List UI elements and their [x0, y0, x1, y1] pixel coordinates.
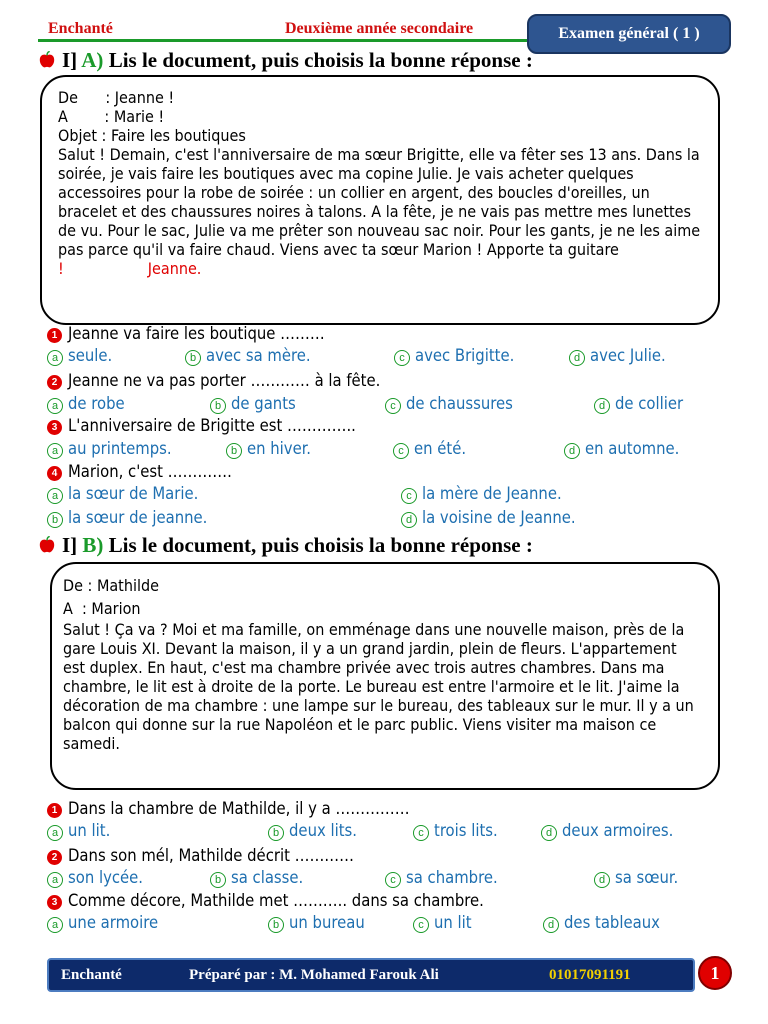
option-text: en hiver. [247, 439, 312, 458]
letter-a-text: Salut ! Demain, c'est l'anniversaire de ma sœur Brigitte, elle va fêter ses 13 ans. Dans la soirée, je vais faire les boutiques avec ma copine Julie. Je vais acheter quelques accessoires pour la robe de soirée : un collier en argent, des boucles d'oreilles, un bracelet et des chaussures noires à talons. A la fête, je ne vais pas mettre mes lunettes de vu. Pour le sac, Julie va me prêter son nouveau sac noir. Pour les gants, je ne les aime pas parce qu'il va faire chaud. Viens avec ta sœur Marion ! Apporte ta guitare [58, 145, 701, 259]
letter-b-content [63, 574, 703, 753]
apple-icon [38, 536, 56, 554]
header-brand: Enchanté [48, 20, 113, 37]
option-marker: d [543, 917, 559, 933]
option-marker: c [385, 398, 401, 414]
option-b3-c[interactable] [413, 913, 472, 933]
option-marker: a [47, 398, 63, 414]
option-text: la sœur de jeanne. [68, 508, 208, 527]
option-a1-b[interactable] [185, 346, 311, 366]
number-badge: 1 [47, 328, 62, 343]
option-marker: a [47, 350, 63, 366]
option-a2-c[interactable] [385, 394, 513, 414]
section-a-prefix: I] [62, 48, 78, 72]
option-marker: a [47, 872, 63, 888]
question-text: Dans son mél, Mathilde décrit ………… [68, 846, 355, 865]
question-text: Jeanne va faire les boutique ……… [68, 324, 325, 343]
option-text: son lycée. [68, 868, 143, 887]
question-a4 [47, 462, 232, 481]
option-b2-d[interactable] [594, 868, 678, 888]
option-a3-a[interactable] [47, 439, 172, 459]
option-marker: c [413, 825, 429, 841]
option-text: avec sa mère. [206, 346, 311, 365]
question-text: Dans la chambre de Mathilde, il y a …………… [68, 799, 410, 818]
option-text: de chaussures [406, 394, 513, 413]
option-marker: b [47, 512, 63, 528]
option-marker: b [210, 872, 226, 888]
option-a2-d[interactable] [594, 394, 683, 414]
option-b1-d[interactable] [541, 821, 673, 841]
option-a2-a[interactable] [47, 394, 125, 414]
number-badge: 2 [47, 375, 62, 390]
option-b2-a[interactable] [47, 868, 143, 888]
letter-a-subject: Objet : Faire les boutiques [58, 126, 246, 145]
question-a2 [47, 371, 380, 390]
question-b1 [47, 799, 410, 818]
option-text: avec Julie. [590, 346, 666, 365]
section-b-instruction: Lis le document, puis choisis la bonne réponse : [108, 533, 533, 557]
option-marker: b [268, 825, 284, 841]
option-marker: d [564, 443, 580, 459]
option-text: un lit. [68, 821, 111, 840]
option-a4-d[interactable] [401, 508, 576, 528]
question-b3 [47, 891, 484, 910]
option-text: un lit [434, 913, 472, 932]
question-text: L'anniversaire de Brigitte est ………….. [68, 416, 356, 435]
letter-b-to: A : Marion [63, 599, 141, 618]
number-badge: 3 [47, 895, 62, 910]
option-marker: a [47, 825, 63, 841]
option-marker: b [226, 443, 242, 459]
option-marker: d [594, 398, 610, 414]
section-b-prefix: I] [62, 533, 78, 557]
letter-b-from: De : Mathilde [63, 576, 159, 595]
option-marker: a [47, 917, 63, 933]
option-marker: d [569, 350, 585, 366]
option-text: deux lits. [289, 821, 357, 840]
option-marker: d [594, 872, 610, 888]
footer-bar [47, 958, 695, 992]
option-a1-a[interactable] [47, 346, 112, 366]
option-text: des tableaux [564, 913, 660, 932]
option-text: sa chambre. [406, 868, 498, 887]
option-text: en automne. [585, 439, 680, 458]
option-marker: c [413, 917, 429, 933]
page-number-badge: 1 [698, 956, 732, 990]
option-text: au printemps. [68, 439, 172, 458]
option-a3-d[interactable] [564, 439, 679, 459]
footer-author: Préparé par : M. Mohamed Farouk Ali [189, 967, 439, 983]
option-text: deux armoires. [562, 821, 674, 840]
option-a4-c[interactable] [401, 484, 562, 504]
option-marker: a [47, 488, 63, 504]
option-marker: d [541, 825, 557, 841]
number-badge: 1 [47, 803, 62, 818]
letter-a-to: A : Marie ! [58, 107, 165, 126]
option-text: en été. [414, 439, 467, 458]
question-text: Jeanne ne va pas porter ………… à la fête. [68, 371, 381, 390]
option-a2-b[interactable] [210, 394, 296, 414]
option-a3-c[interactable] [393, 439, 466, 459]
option-a4-b[interactable] [47, 508, 207, 528]
question-b2 [47, 846, 354, 865]
option-b3-b[interactable] [268, 913, 365, 933]
option-text: de gants [231, 394, 296, 413]
option-text: la sœur de Marie. [68, 484, 199, 503]
option-marker: a [47, 443, 63, 459]
option-text: la voisine de Jeanne. [422, 508, 576, 527]
option-marker: b [210, 398, 226, 414]
number-badge: 3 [47, 420, 62, 435]
option-a4-a[interactable] [47, 484, 198, 504]
question-a3 [47, 416, 356, 435]
question-a1 [47, 324, 325, 343]
number-badge: 4 [47, 466, 62, 481]
option-b3-d[interactable] [543, 913, 660, 933]
letter-b-body: Salut ! Ça va ? Moi et ma famille, on emménage dans une nouvelle maison, près de la gare Louis XI. Devant la maison, il y a un grand jardin, plein de fleurs. L'appartement est duplex. En haut, c'est ma chambre privée avec trois autres chambres. Dans ma chambre, le lit est à droite de la porte. Le bureau est entre l'armoire et le lit. J'aime la décoration de ma chambre : une lampe sur le bureau, des tableaux sur le mur. Il y a un balcon qui donne sur la rue Napoléon et le parc public. Viens visiter ma maison ce samedi. [63, 620, 694, 753]
option-a1-d[interactable] [569, 346, 666, 366]
option-text: de robe [68, 394, 125, 413]
option-b2-c[interactable] [385, 868, 498, 888]
option-text: une armoire [68, 913, 159, 932]
letter-a-exclamation: ! [58, 259, 64, 278]
footer-phone: 01017091191 [549, 967, 631, 983]
letter-a-signature: Jeanne. [147, 259, 202, 278]
option-text: sa classe. [231, 868, 304, 887]
number-badge: 2 [47, 850, 62, 865]
letter-a-body [58, 145, 708, 278]
option-b1-c[interactable] [413, 821, 498, 841]
option-marker: c [401, 488, 417, 504]
option-b2-b[interactable] [210, 868, 303, 888]
option-marker: c [394, 350, 410, 366]
option-b3-a[interactable] [47, 913, 158, 933]
option-text: trois lits. [434, 821, 498, 840]
option-a3-b[interactable] [226, 439, 311, 459]
option-marker: b [185, 350, 201, 366]
option-text: sa sœur. [615, 868, 679, 887]
section-b-letter: B) [82, 533, 104, 557]
option-b1-b[interactable] [268, 821, 357, 841]
option-marker: d [401, 512, 417, 528]
section-a-instruction: Lis le document, puis choisis la bonne réponse : [108, 48, 533, 72]
exam-title-badge: Examen général ( 1 ) [527, 14, 731, 54]
option-text: un bureau [289, 913, 365, 932]
letter-a-content [58, 88, 708, 278]
question-text: Comme décore, Mathilde met ……….. dans sa chambre. [68, 891, 484, 910]
letter-a-from: De : Jeanne ! [58, 88, 175, 107]
section-b-title [38, 533, 533, 558]
option-marker: b [268, 917, 284, 933]
footer-brand: Enchanté [61, 967, 122, 983]
option-b1-a[interactable] [47, 821, 110, 841]
option-marker: c [393, 443, 409, 459]
option-text: avec Brigitte. [415, 346, 515, 365]
section-a-letter: A) [81, 48, 104, 72]
section-a-title [38, 48, 533, 73]
option-text: la mère de Jeanne. [422, 484, 562, 503]
option-marker: c [385, 872, 401, 888]
option-text: seule. [68, 346, 113, 365]
question-text: Marion, c'est …………. [68, 462, 232, 481]
header-level: Deuxième année secondaire [285, 20, 474, 37]
option-text: de collier [615, 394, 684, 413]
header-divider [38, 39, 528, 42]
apple-icon [38, 51, 56, 69]
option-a1-c[interactable] [394, 346, 514, 366]
